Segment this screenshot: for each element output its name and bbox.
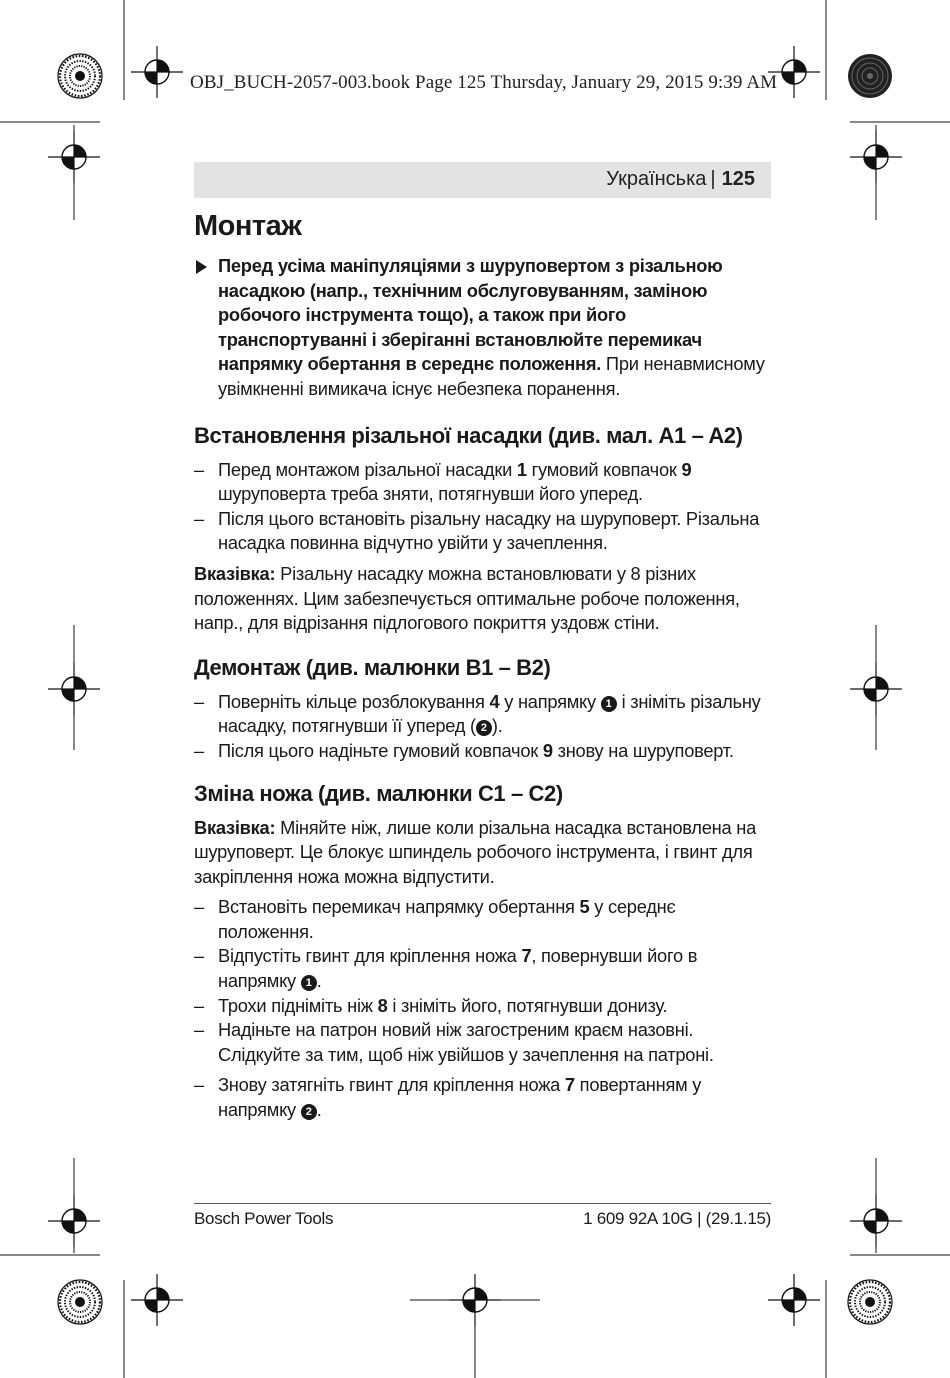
part-number: 7 — [564, 1074, 575, 1096]
install-steps — [194, 458, 774, 556]
list-item: – Трохи підніміть ніж 8 і зніміть його, потягнувши донизу. — [194, 994, 774, 1019]
dash-bullet: – — [194, 1019, 204, 1041]
note-label: Вказівка: — [194, 816, 276, 838]
section-heading-install: Встановлення різальної насадки (див. мал. A1 – A2) — [194, 422, 743, 448]
safety-warning — [194, 254, 774, 402]
part-number: 8 — [377, 994, 388, 1016]
direction-2-icon: 2 — [301, 1104, 317, 1120]
dash-bullet: – — [194, 458, 204, 480]
header-separator: | — [710, 168, 716, 190]
book-slug-line: OBJ_BUCH-2057-003.book Page 125 Thursday, January 29, 2015 9:39 AM — [190, 72, 778, 93]
footer-doc-code: 1 609 92A 10G | (29.1.15) — [583, 1209, 771, 1228]
direction-1-icon: 1 — [601, 696, 617, 712]
part-number: 9 — [681, 458, 692, 480]
part-number: 7 — [521, 945, 532, 967]
part-number: 4 — [489, 690, 500, 712]
section-heading-remove: Демонтаж (див. малюнки B1 – B2) — [194, 654, 551, 680]
warning-normal-text: При ненавмисному увімкненні вимикача існує небезпека поранення. — [218, 353, 765, 399]
list-item: – Після цього надіньте гумовий ковпачок 9 знову на шуруповерт. — [194, 739, 774, 764]
blade-steps — [194, 895, 774, 1122]
direction-1-icon: 1 — [301, 975, 317, 991]
main-content — [194, 206, 774, 1129]
footer-divider — [194, 1203, 771, 1204]
list-item: – Надіньте на патрон новий ніж загостреним краєм назовні. Слідкуйте за тим, щоб ніж увійшов у зачеплення на патроні. — [194, 1019, 714, 1065]
section-heading-blade: Зміна ножа (див. малюнки C1 – C2) — [194, 780, 563, 806]
page-title: Монтаж — [194, 210, 302, 242]
list-item: – Встановіть перемикач напрямку обертання 5 у середнє положення. — [194, 896, 676, 942]
note-install: Вказівка: Різальну насадку можна встановлювати у 8 різних положеннях. Цим забезпечується оптимальне робоче положення, напр., для відрізання підлогового покриття уздовж стіни. — [194, 562, 740, 634]
footer-brand: Bosch Power Tools — [194, 1209, 334, 1228]
dash-bullet: – — [194, 739, 204, 761]
dash-bullet: – — [194, 896, 204, 918]
dash-bullet: – — [194, 507, 204, 529]
page-header — [194, 162, 771, 198]
header-text — [606, 168, 755, 191]
header-language: Українська — [606, 168, 707, 190]
note-blade: Вказівка: Міняйте ніж, лише коли різальна насадка встановлена на шуруповерт. Це блокує шпиндель робочого інструмента, і гвинт для закріплення ножа можна відпустити. — [194, 816, 756, 887]
dash-bullet: – — [194, 1074, 204, 1096]
part-number: 9 — [542, 739, 553, 761]
list-item: – Після цього встановіть різальну насадку на шуруповерт. Різальна насадка повинна відчутно увійти у зачеплення. — [194, 507, 760, 554]
direction-2-icon: 2 — [476, 720, 492, 736]
list-item: – Поверніть кільце розблокування 4 у напрямку 1 і зніміть різальну насадку, потягнувши її уперед ( 2 ). — [194, 690, 761, 737]
part-number: 5 — [579, 896, 590, 918]
dash-bullet: – — [194, 945, 204, 967]
dash-bullet: – — [194, 994, 204, 1016]
part-number: 1 — [516, 458, 527, 480]
list-item: – Перед монтажом різальної насадки 1 гумовий ковпачок 9 шуруповерта треба зняти, потягнувши його уперед. — [194, 458, 692, 505]
list-item: – Відпустіть гвинт для кріплення ножа 7, повернувши його в напрямку 1 . — [194, 945, 698, 992]
triangle-bullet-icon — [196, 260, 207, 274]
page-number: 125 — [721, 168, 755, 190]
dash-bullet: – — [194, 690, 204, 712]
warning-bold-text: Перед усіма маніпуляціями з шуруповертом з різальною насадкою (напр., технічним обслуговуванням, заміною робочого інструмента тощо), а також при його транспортуванні і зберіганні встановлюйте перемикач напрямку обертання в середнє положення. — [218, 255, 723, 375]
list-item: – Знову затягніть гвинт для кріплення ножа 7 повертанням у напрямку 2 . — [194, 1074, 702, 1121]
note-label: Вказівка: — [194, 562, 276, 584]
remove-steps — [194, 690, 774, 764]
